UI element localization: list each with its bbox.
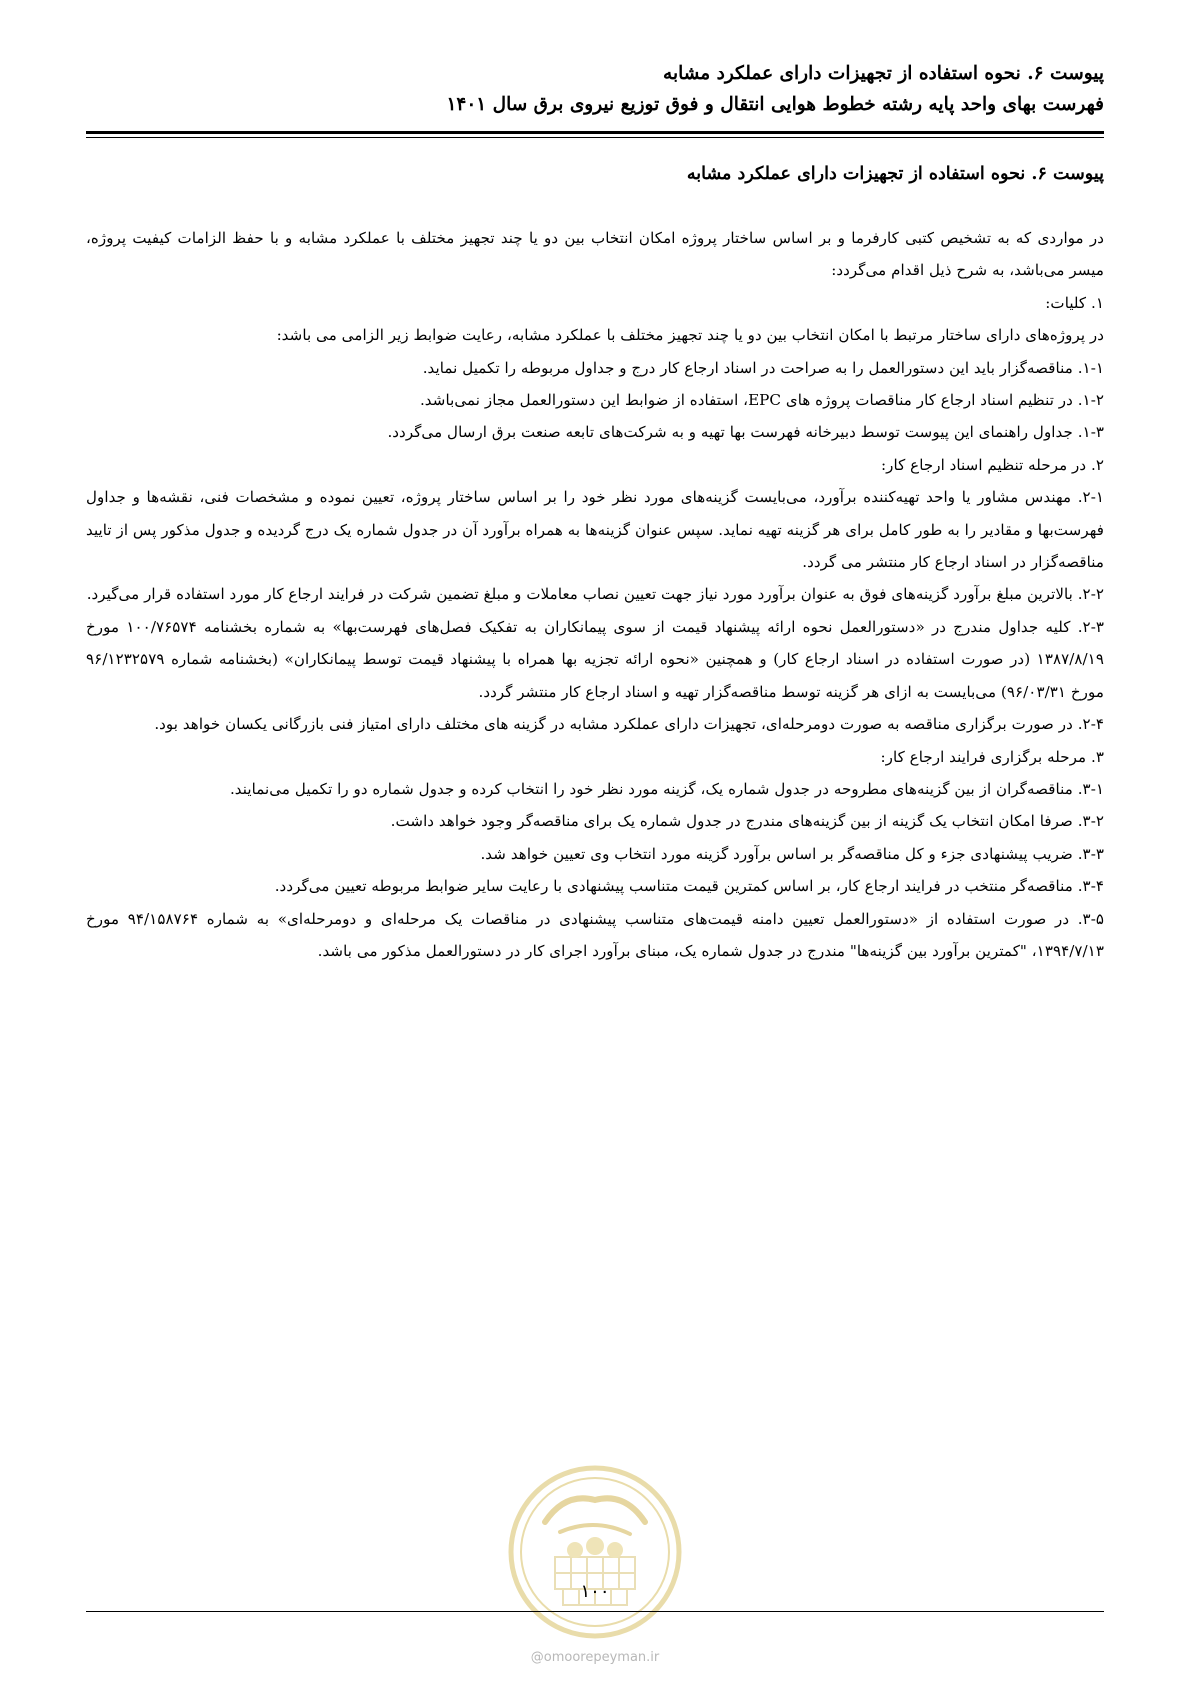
clause-3-2: ۳-۲. صرفا امکان انتخاب یک گزینه از بین گزینه‌های مندرج در جدول شماره یک برای مناقصه‌گر وجود خواهد داشت. [390,812,1104,831]
paragraph-generalities: در پروژه‌های دارای ساختار مرتبط با امکان انتخاب بین دو یا چند تجهیز مختلف با عملکرد مشابه، رعایت ضوابط زیر الزامی می باشد: [276,326,1104,345]
heading-tender-documents: ۲. در مرحله تنظیم اسناد ارجاع کار: [881,455,1104,474]
header-divider [86,131,1104,134]
clause-2-2: ۲-۲. بالاترین مبلغ برآورد گزینه‌های فوق به عنوان برآورد مورد نیاز جهت تعیین نصاب معاملات و مبلغ تضمین شرکت در فرایند ارجاع کار مورد استفاده قرار می‌گیرد. [86,585,1104,604]
document-body [86,158,1104,967]
heading-generalities: ۱. کلیات: [1045,293,1104,312]
clause-1-1: ۱-۱. مناقصه‌گزار باید این دستورالعمل را به صراحت در اسناد ارجاع کار درج و جداول مربوطه را تکمیل نماید. [422,358,1104,377]
header-divider-thin [86,137,1104,138]
clause-2-1: ۲-۱. مهندس مشاور یا واحد تهیه‌کننده برآورد، می‌بایست گزینه‌های مورد نظر خود را بر اساس ساختار پروژه، تعیین نموده و مشخصات فنی، نقشه‌ها و جداول فهرست‌بها و مقادیر را به طور کامل برای هر گزینه تهیه نماید. سپس عنوان گزینه‌ها به همراه برآورد آن در جدول شماره یک درج گردیده و جدول مذکور پس از تایید مناقصه‌گزار در اسناد ارجاع کار منتشر می گردد. [86,488,1104,572]
header-document-title: فهرست بهای واحد پایه رشته خطوط هوایی انتقال و فوق توزیع نیروی برق سال ۱۴۰۱ [446,94,1104,115]
clause-2-3: ۲-۳. کلیه جداول مندرج در «دستورالعمل نحوه ارائه پیشنهاد قیمت از سوی پیمانکاران به تفکیک فصل‌های فهرست‌بها» به شماره بخشنامه ۱۰۰/۷۶۵۷۴ مورخ ۱۳۸۷/۸/۱۹ (در صورت استفاده در اسناد ارجاع کار) و همچنین «نحوه ارائه تجزیه بها همراه با پیشنهاد قیمت توسط پیمانکاران» (بخشنامه شماره ۹۶/۱۲۳۲۵۷۹ مورخ ۹۶/۰۳/۳۱) می‌بایست به ازای هر گزینه توسط مناقصه‌گزار تهیه و اسناد ارجاع کار منتشر گردد. [86,617,1104,701]
watermark-url: @omoorepeyman.ir [530,1650,660,1665]
clause-3-1: ۳-۱. مناقصه‌گران از بین گزینه‌های مطروحه در جدول شماره یک، گزینه مورد نظر خود را انتخاب کرده و جدول شماره دو را تکمیل می‌نمایند. [229,779,1104,798]
clause-3-5: ۳-۵. در صورت استفاده از «دستورالعمل تعیین دامنه قیمت‌های متناسب پیشنهادی در مناقصات یک مرحله‌ای و دومرحله‌ای» به شماره ۹۴/۱۵۸۷۶۴ مورخ ۱۳۹۴/۷/۱۳، "کمترین برآورد بین گزینه‌ها" مندرج در جدول شماره یک، مبنای برآورد اجرای کار در دستورالعمل مذکور می باشد. [86,909,1104,960]
watermark-seal-logo [505,1462,685,1642]
clause-3-3: ۳-۳. ضریب پیشنهادی جزء و کل مناقصه‌گر بر اساس برآورد گزینه مورد انتخاب وی تعیین خواهد شد. [480,844,1104,863]
clause-1-2: ۱-۲. در تنظیم اسناد ارجاع کار مناقصات پروژه های EPC، استفاده از ضوابط این دستورالعمل مجاز نمی‌باشد. [419,391,1104,410]
clause-3-4: ۳-۴. مناقصه‌گر منتخب در فرایند ارجاع کار، بر اساس کمترین قیمت متناسب پیشنهادی با رعایت سایر ضوابط مربوطه تعیین می‌گردد. [274,877,1104,896]
paragraph-intro: در مواردی که به تشخیص کتبی کارفرما و بر اساس ساختار پروژه امکان انتخاب بین دو یا چند تجهیز مختلف با عملکرد مشابه و با حفظ الزامات کیفیت پروژه، میسر می‌باشد، به شرح ذیل اقدام می‌گردد: [86,229,1104,280]
clause-2-4: ۲-۴. در صورت برگزاری مناقصه به صورت دومرحله‌ای، تجهیزات دارای عملکرد مشابه در گزینه های مختلف دارای امتیاز فنی بازرگانی یکسان خواهد بود. [154,715,1104,734]
page-number: ۱۰۰ [580,1581,610,1602]
heading-tender-process: ۳. مرحله برگزاری فرایند ارجاع کار: [880,747,1104,766]
footer-divider [86,1611,1104,1612]
clause-1-3: ۱-۳. جداول راهنمای این پیوست توسط دبیرخانه فهرست بها تهیه و به شرکت‌های تابعه صنعت برق ارسال می‌گردد. [387,423,1104,442]
header-appendix-title: پیوست ۶. نحوه استفاده از تجهیزات دارای عملکرد مشابه [663,63,1104,84]
section-title: پیوست ۶. نحوه استفاده از تجهیزات دارای عملکرد مشابه [686,164,1104,184]
page-header [86,58,1104,120]
